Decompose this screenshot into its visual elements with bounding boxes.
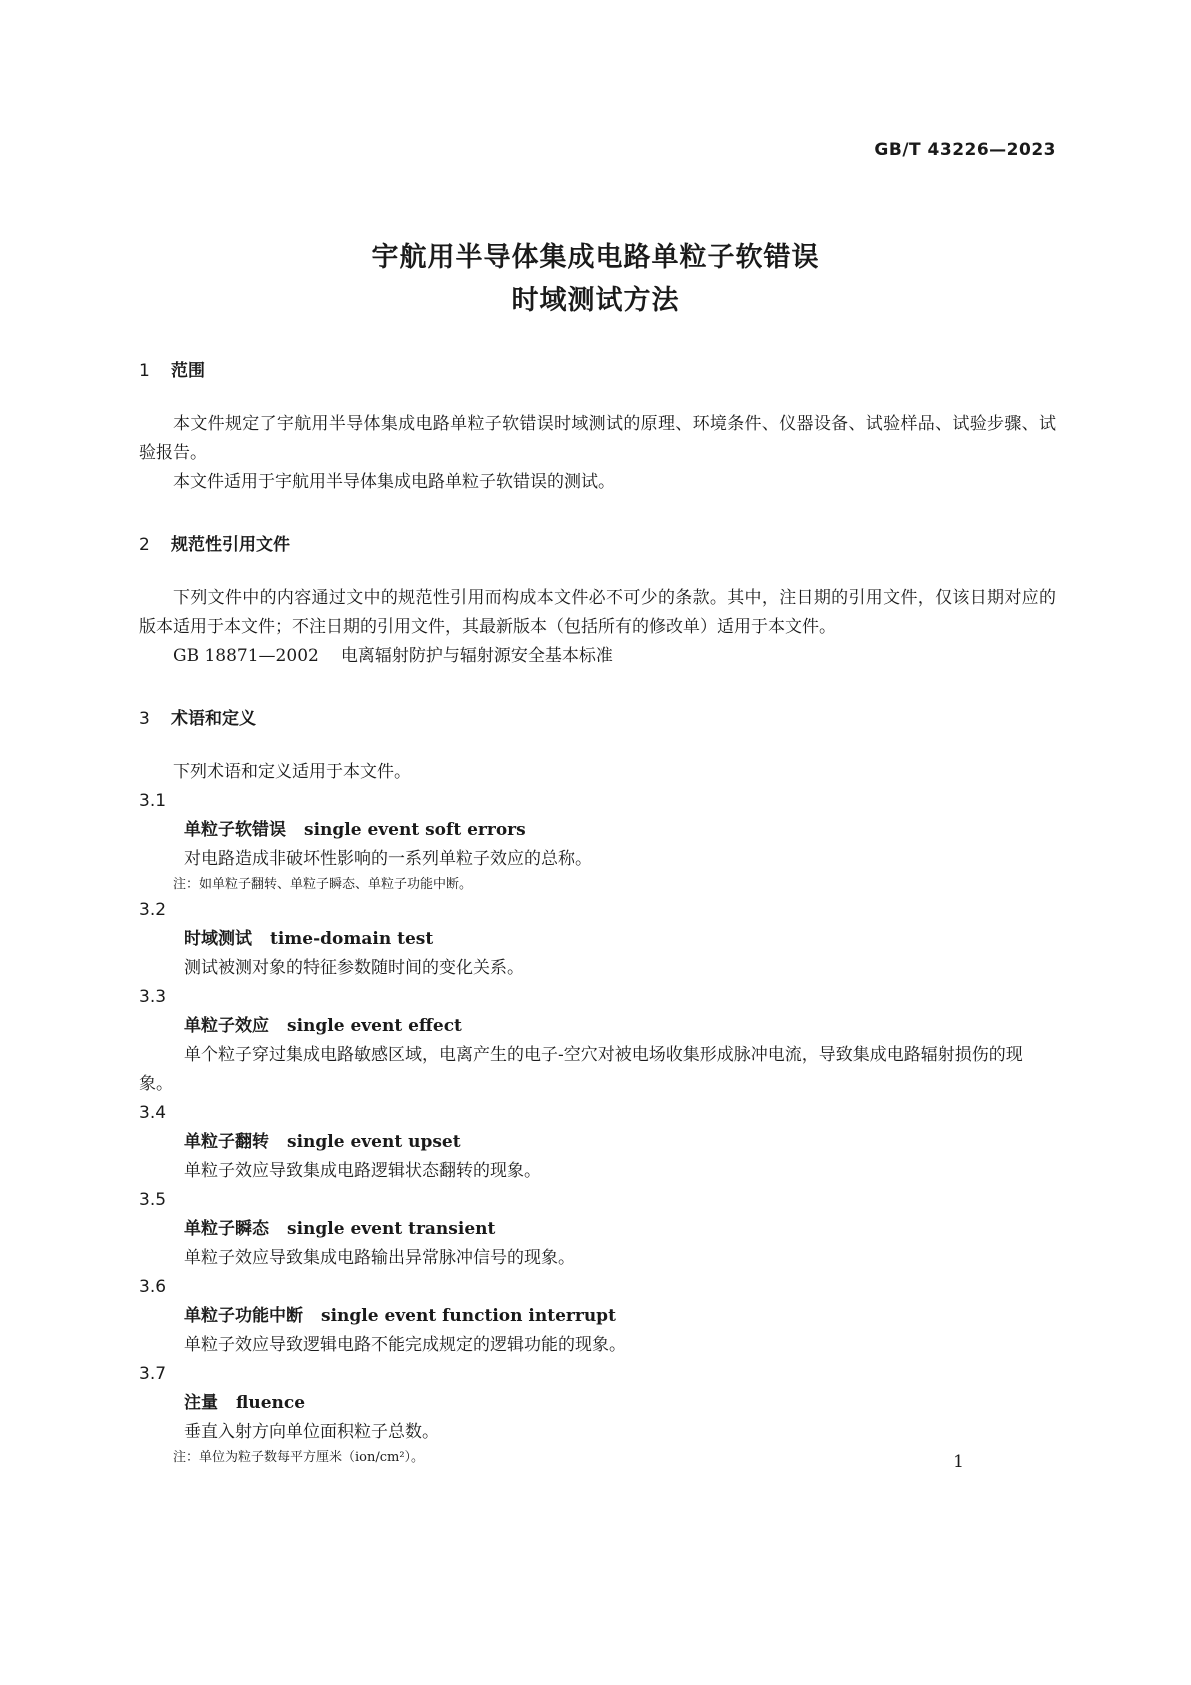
term-name xyxy=(139,1215,1056,1244)
document-body xyxy=(139,360,1056,1469)
standard-code: GB/T 43226—2023 xyxy=(874,140,1056,160)
section-number: 3 xyxy=(139,709,150,729)
section-number: 1 xyxy=(139,361,150,381)
title-line-2: 时域测试方法 xyxy=(511,285,680,316)
term-definition: 对电路造成非破坏性影响的一系列单粒子效应的总称。 xyxy=(184,849,592,869)
section-normative-references xyxy=(139,534,1056,671)
term-name-zh: 单粒子瞬态 xyxy=(184,1219,269,1239)
term-number: 3.7 xyxy=(139,1364,167,1384)
term-number: 3.5 xyxy=(139,1190,167,1210)
paragraph: 下列术语和定义适用于本文件。 xyxy=(173,762,411,782)
term-name-zh: 时域测试 xyxy=(184,929,252,949)
section-title: 规范性引用文件 xyxy=(171,535,290,555)
section-heading xyxy=(139,534,1056,556)
term-definition: 垂直入射方向单位面积粒子总数。 xyxy=(184,1422,439,1442)
term-name-en: single event effect xyxy=(287,1016,462,1036)
section-title: 范围 xyxy=(171,361,205,381)
term-name xyxy=(139,925,1056,954)
section-title: 术语和定义 xyxy=(171,709,256,729)
section-scope xyxy=(139,360,1056,497)
paragraph: 本文件适用于宇航用半导体集成电路单粒子软错误的测试。 xyxy=(173,472,615,492)
term-note: 注：如单粒子翻转、单粒子瞬态、单粒子功能中断。 xyxy=(173,877,473,892)
term-definition: 测试被测对象的特征参数随时间的变化关系。 xyxy=(184,958,524,978)
term-entry xyxy=(139,787,1056,896)
term-entry xyxy=(139,1273,1056,1360)
term-number: 3.3 xyxy=(139,987,167,1007)
term-name-zh: 注量 xyxy=(184,1393,218,1413)
term-definition: 单个粒子穿过集成电路敏感区域，电离产生的电子-空穴对被电场收集形成脉冲电流，导致集成电路辐射损伤的现象。 xyxy=(139,1045,1023,1094)
section-number: 2 xyxy=(139,535,150,555)
term-entry xyxy=(139,1186,1056,1273)
section-heading xyxy=(139,360,1056,382)
term-name-zh: 单粒子功能中断 xyxy=(184,1306,303,1326)
term-entry xyxy=(139,1099,1056,1186)
reference-title: 电离辐射防护与辐射源安全基本标准 xyxy=(340,646,613,666)
term-name-en: single event soft errors xyxy=(304,820,526,840)
title-line-1: 宇航用半导体集成电路单粒子软错误 xyxy=(371,242,820,273)
reference-code: GB 18871—2002 xyxy=(173,646,319,666)
paragraph: 下列文件中的内容通过文中的规范性引用而构成本文件必不可少的条款。其中，注日期的引用文件，仅该日期对应的版本适用于本文件；不注日期的引用文件，其最新版本（包括所有的修改单）适用于本文件。 xyxy=(139,588,1056,637)
term-number: 3.4 xyxy=(139,1103,167,1123)
term-name-zh: 单粒子效应 xyxy=(184,1016,269,1036)
term-number: 3.1 xyxy=(139,791,167,811)
section-heading xyxy=(139,708,1056,730)
term-entry xyxy=(139,983,1056,1099)
section-terms-definitions xyxy=(139,708,1056,1469)
term-entry xyxy=(139,896,1056,983)
document-title xyxy=(0,236,1191,322)
term-name-en: fluence xyxy=(236,1393,306,1413)
term-name xyxy=(139,1389,1056,1418)
term-entry xyxy=(139,1360,1056,1469)
term-number: 3.2 xyxy=(139,900,167,920)
term-number: 3.6 xyxy=(139,1277,167,1297)
term-name xyxy=(139,816,1056,845)
term-name xyxy=(139,1302,1056,1331)
term-definition: 单粒子效应导致集成电路输出异常脉冲信号的现象。 xyxy=(184,1248,575,1268)
term-name-en: single event transient xyxy=(287,1219,496,1239)
term-name-zh: 单粒子翻转 xyxy=(184,1132,269,1152)
term-definition: 单粒子效应导致集成电路逻辑状态翻转的现象。 xyxy=(184,1161,541,1181)
term-name-en: single event function interrupt xyxy=(321,1306,616,1326)
term-name-zh: 单粒子软错误 xyxy=(184,820,286,840)
page-number: 1 xyxy=(953,1452,964,1472)
term-name xyxy=(139,1128,1056,1157)
paragraph: 本文件规定了宇航用半导体集成电路单粒子软错误时域测试的原理、环境条件、仪器设备、试验样品、试验步骤、试验报告。 xyxy=(139,414,1056,463)
term-definition: 单粒子效应导致逻辑电路不能完成规定的逻辑功能的现象。 xyxy=(184,1335,626,1355)
term-name-en: time-domain test xyxy=(270,929,434,949)
term-name xyxy=(139,1012,1056,1041)
term-name-en: single event upset xyxy=(287,1132,461,1152)
term-note: 注：单位为粒子数每平方厘米（ion/cm²）。 xyxy=(173,1450,425,1465)
reference-entry xyxy=(139,642,1056,671)
